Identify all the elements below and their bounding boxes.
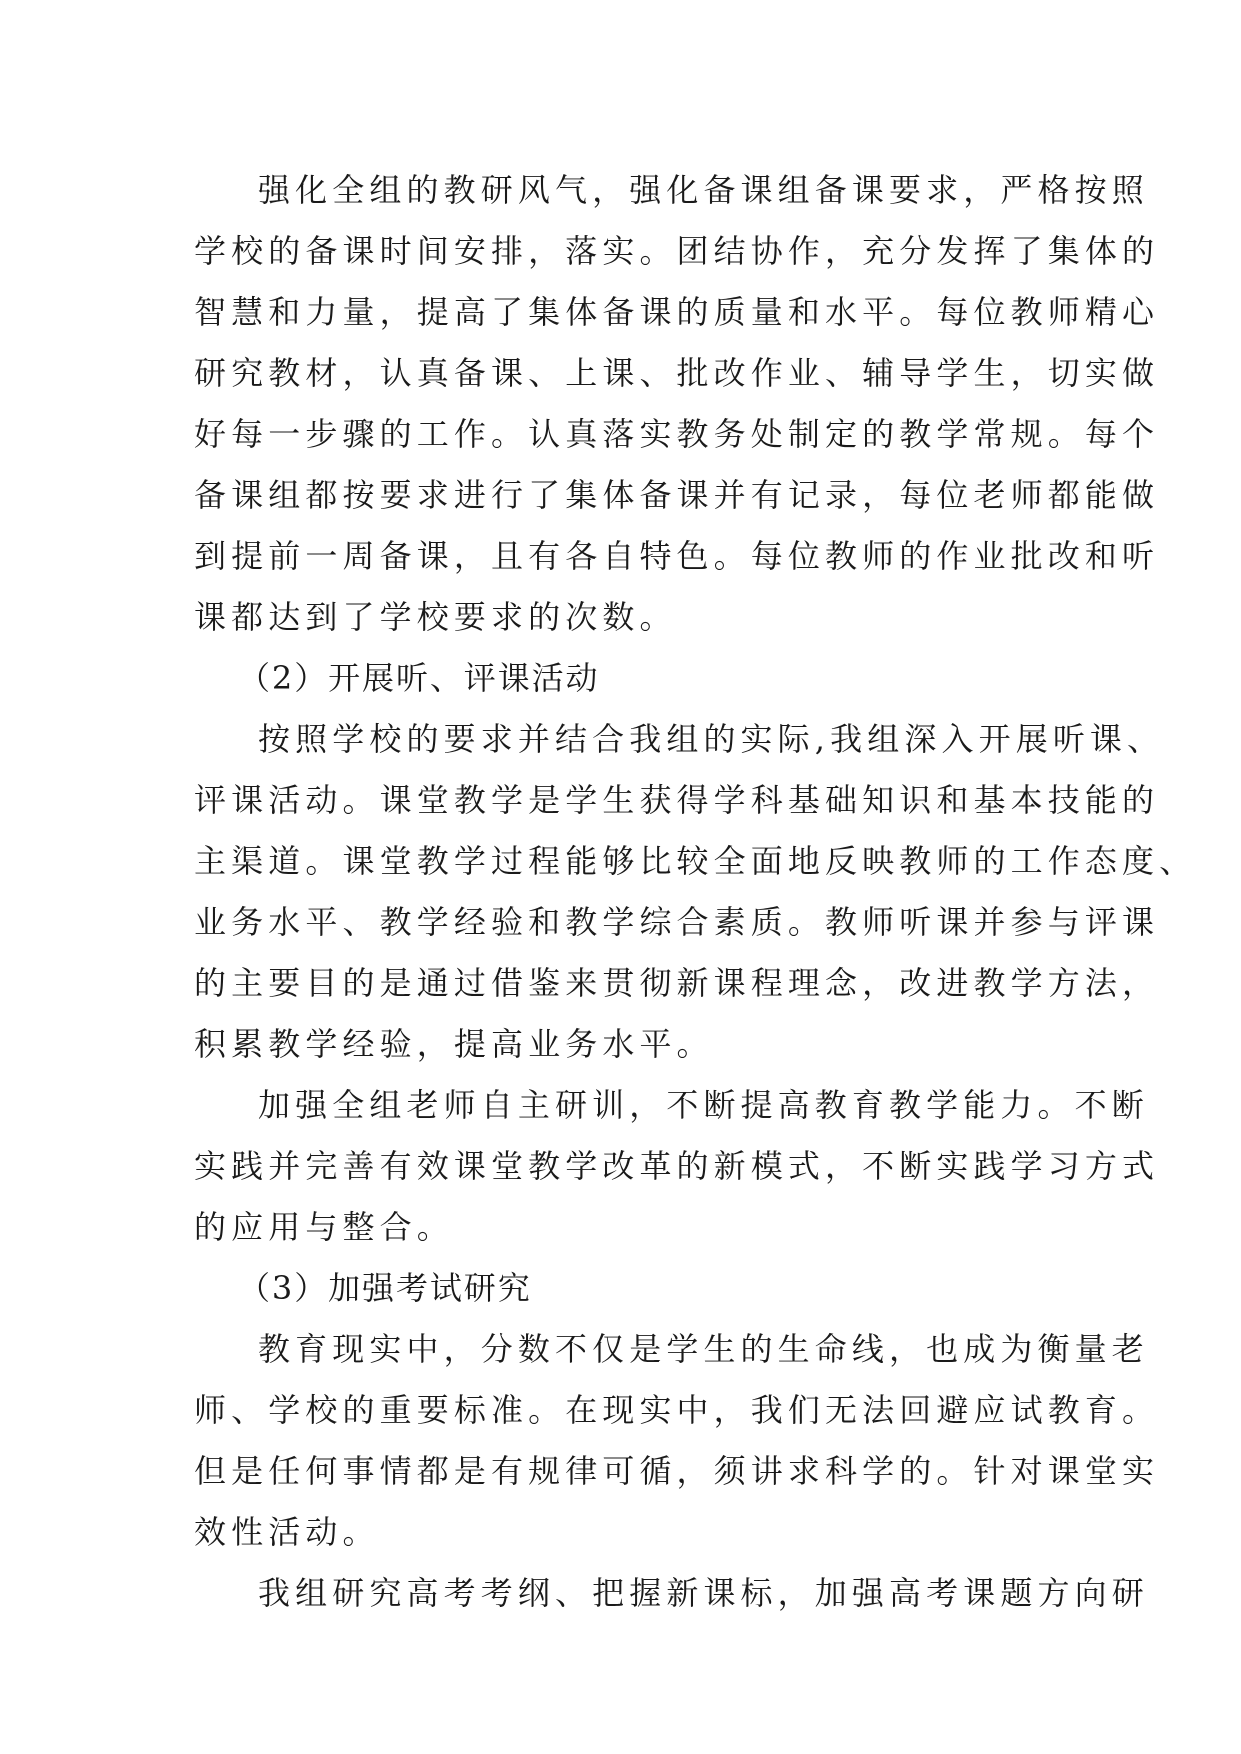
paragraph-line: 积累教学经验，提高业务水平。: [194, 1025, 714, 1063]
paragraph-line: 业务水平、教学经验和教学综合素质。教师听课并参与评课: [194, 903, 1160, 941]
paragraph-line: 的主要目的是通过借鉴来贯彻新课程理念，改进教学方法，: [194, 964, 1160, 1002]
paragraph-line: 效性活动。: [194, 1513, 380, 1551]
paragraph-line: 好每一步骤的工作。认真落实教务处制定的教学常规。每个: [194, 415, 1160, 453]
paragraph-line: 备课组都按要求进行了集体备课并有记录，每位老师都能做: [194, 476, 1160, 514]
paragraph-line: 加强全组老师自主研训，不断提高教育教学能力。不断: [258, 1086, 1149, 1124]
paragraph-line: 研究教材，认真备课、上课、批改作业、辅导学生，切实做: [194, 354, 1160, 392]
paragraph-line: 教育现实中，分数不仅是学生的生命线，也成为衡量老: [258, 1330, 1149, 1368]
paragraph-line: 学校的备课时间安排，落实。团结协作，充分发挥了集体的: [194, 232, 1160, 270]
paragraph-line: 课都达到了学校要求的次数。: [194, 598, 677, 636]
paragraph-line: 实践并完善有效课堂教学改革的新模式，不断实践学习方式: [194, 1147, 1160, 1185]
paragraph-line: 的应用与整合。: [194, 1208, 454, 1246]
paragraph-line: 师、学校的重要标准。在现实中，我们无法回避应试教育。: [194, 1391, 1160, 1429]
paragraph-line: 到提前一周备课，且有各自特色。每位教师的作业批改和听: [194, 537, 1160, 575]
paragraph-line: 但是任何事情都是有规律可循，须讲求科学的。针对课堂实: [194, 1452, 1160, 1490]
document-page: [194, 160, 1197, 1624]
paragraph-line: 按照学校的要求并结合我组的实际,我组深入开展听课、: [258, 720, 1165, 758]
paragraph-line: 强化全组的教研风气，强化备课组备课要求，严格按照: [258, 171, 1149, 209]
paragraph-line: 评课活动。课堂教学是学生获得学科基础知识和基本技能的: [194, 781, 1160, 819]
paragraph-line: 智慧和力量，提高了集体备课的质量和水平。每位教师精心: [194, 293, 1160, 331]
paragraph-line: 我组研究高考考纲、把握新课标，加强高考课题方向研: [258, 1574, 1149, 1612]
paragraph-line: 主渠道。课堂教学过程能够比较全面地反映教师的工作态度、: [194, 842, 1197, 880]
section-heading: （3）加强考试研究: [238, 1269, 532, 1307]
section-heading: （2）开展听、评课活动: [238, 659, 600, 697]
